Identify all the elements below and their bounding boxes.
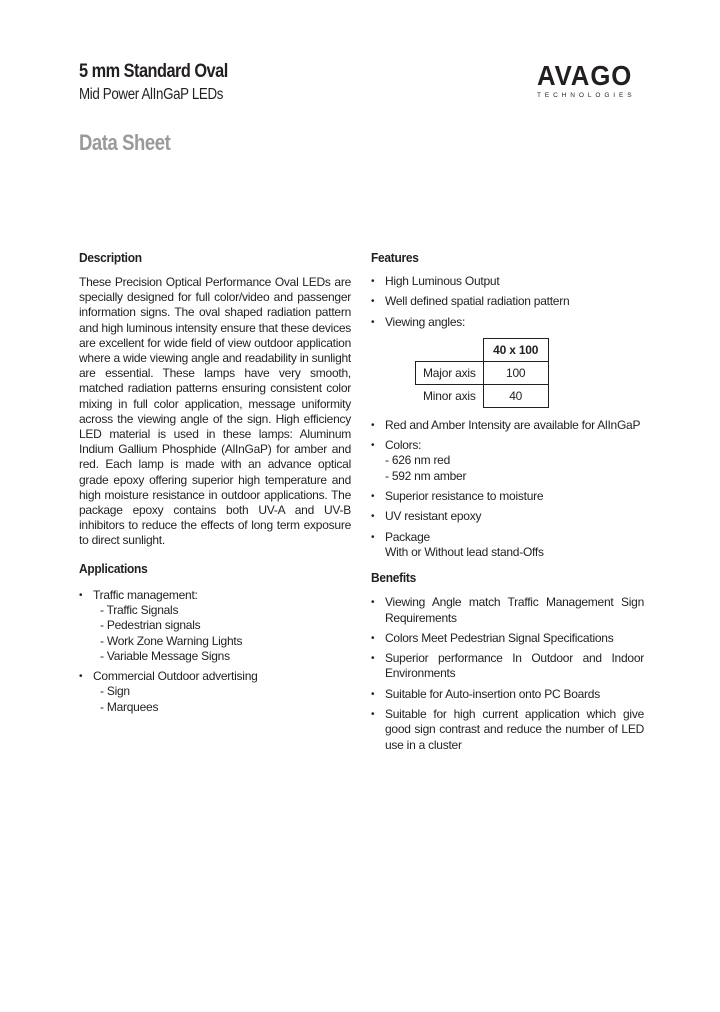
sub-item: - 626 nm red: [385, 453, 451, 468]
bullet-glyph: •: [371, 688, 375, 700]
bullet-glyph: •: [371, 653, 375, 665]
bullet-glyph: •: [371, 709, 375, 721]
sub-item: - Pedestrian signals: [100, 618, 201, 633]
list-item: [371, 651, 644, 682]
bullet-glyph: •: [371, 511, 375, 523]
list-item: [371, 274, 644, 289]
sub-item: - Traffic Signals: [100, 602, 179, 617]
list-item-label: Colors:: [385, 438, 422, 453]
bullet-glyph: •: [371, 632, 375, 644]
list-item-label: Superior resistance to moisture: [385, 489, 544, 504]
table-row: [416, 361, 549, 384]
sub-list: [93, 684, 351, 715]
sub-list: [93, 603, 351, 664]
right-column: [371, 250, 644, 753]
list-item: [371, 595, 644, 626]
list-item-label: Suitable for high current application which give good sign contrast and reduce the number of LED use in a cluster: [385, 707, 644, 752]
benefits-heading: Benefits: [371, 570, 416, 586]
list-item-label: UV resistant epoxy: [385, 509, 482, 524]
list-item-label: Viewing Angle match Traffic Management Sign Requirements: [385, 595, 644, 625]
table-row-label: Minor axis: [423, 389, 476, 404]
bullet-glyph: •: [371, 316, 375, 328]
list-item-label: Colors Meet Pedestrian Signal Specifications: [385, 630, 614, 645]
applications-heading: Applications: [79, 560, 148, 576]
list-item: [371, 631, 644, 646]
list-item-label: Commercial Outdoor advertising: [93, 669, 258, 684]
list-item-label: Package: [385, 529, 430, 544]
list-item: [371, 489, 644, 504]
table-cell: 100: [483, 361, 548, 384]
bullet-glyph: •: [371, 597, 375, 609]
sub-item: - Work Zone Warning Lights: [100, 633, 243, 648]
avago-logo: [537, 62, 645, 102]
sub-item: - Marquees: [100, 699, 159, 714]
bullet-glyph: •: [371, 419, 375, 431]
features-list-continued: [371, 418, 644, 560]
page-subtitle: Mid Power AlInGaP LEDs: [79, 86, 224, 103]
logo-tagline: TECHNOLOGIES: [537, 92, 636, 99]
list-item: [371, 530, 644, 561]
features-heading: Features: [371, 250, 419, 265]
features-list: [371, 274, 644, 330]
bullet-glyph: •: [371, 440, 375, 452]
list-item: [371, 294, 644, 309]
sub-item: With or Without lead stand-Offs: [385, 544, 544, 559]
list-item-label: Viewing angles:: [385, 314, 466, 329]
left-column: [79, 250, 351, 715]
bullet-glyph: •: [371, 296, 375, 308]
table-row: [416, 384, 549, 407]
sub-item: - Sign: [100, 684, 130, 699]
table-corner: [416, 338, 484, 361]
sub-list: [385, 453, 644, 484]
bullet-glyph: •: [371, 531, 375, 543]
title-block: [79, 60, 252, 106]
list-item-label: High Luminous Output: [385, 274, 500, 288]
list-item-label: Superior performance In Outdoor and Indoor Environments: [385, 651, 644, 681]
bullet-glyph: •: [79, 589, 83, 601]
table-row-label: Major axis: [416, 361, 484, 384]
applications-list: [79, 588, 351, 715]
bullet-glyph: •: [371, 491, 375, 503]
list-item: [371, 509, 644, 524]
sub-item: - 592 nm amber: [385, 468, 467, 483]
list-item: [371, 315, 644, 330]
table-cell: 40: [483, 384, 548, 407]
list-item: [371, 687, 644, 702]
list-item: [371, 438, 644, 484]
benefits-list: [371, 595, 644, 753]
doc-type-label: Data Sheet: [79, 130, 171, 155]
viewing-angle-table: [415, 338, 549, 408]
sub-item: - Variable Message Signs: [100, 648, 230, 663]
list-item-label: Suitable for Auto-insertion onto PC Boards: [385, 686, 600, 701]
logo-wordmark: AVAGO: [537, 60, 633, 91]
page-title: 5 mm Standard Oval: [79, 61, 228, 82]
description-heading: Description: [79, 250, 142, 265]
bullet-glyph: •: [79, 671, 83, 683]
list-item: [371, 707, 644, 753]
list-item-label: Well defined spatial radiation pattern: [385, 294, 570, 309]
bullet-glyph: •: [371, 276, 375, 287]
list-item-label: Traffic management:: [93, 587, 198, 602]
table-col-header: 40 x 100: [483, 338, 548, 361]
list-item: [371, 418, 644, 433]
list-item-label: Red and Amber Intensity are available for AlInGaP: [385, 417, 641, 432]
description-text: These Precision Optical Performance Oval LEDs are specially designed for full color/video and passenger information signs. The oval shaped radiation pattern and high luminous intensity ensure that these devices are excellent for wide field of view outdoor application where a wide viewing angle and readability in sunlight are essential. These lamps have very smooth, matched radiation patterns ensuring consistent color mixing in full color application, message uniformity across the viewing angle of the sign. High efficiency LED material is used in these lamps: Aluminum Indium Gallium Phosphide (AlInGaP) for amber and red. Each lamp is made with an advance optical grade epoxy offering superior high temperature and high moisture resistance in outdoor applications. The package epoxy contains both UV-A and UV-B inhibitors to reduce the effects of long term exposure to direct sunlight.: [79, 275, 352, 548]
list-item: [79, 669, 351, 715]
list-item: [79, 588, 351, 664]
